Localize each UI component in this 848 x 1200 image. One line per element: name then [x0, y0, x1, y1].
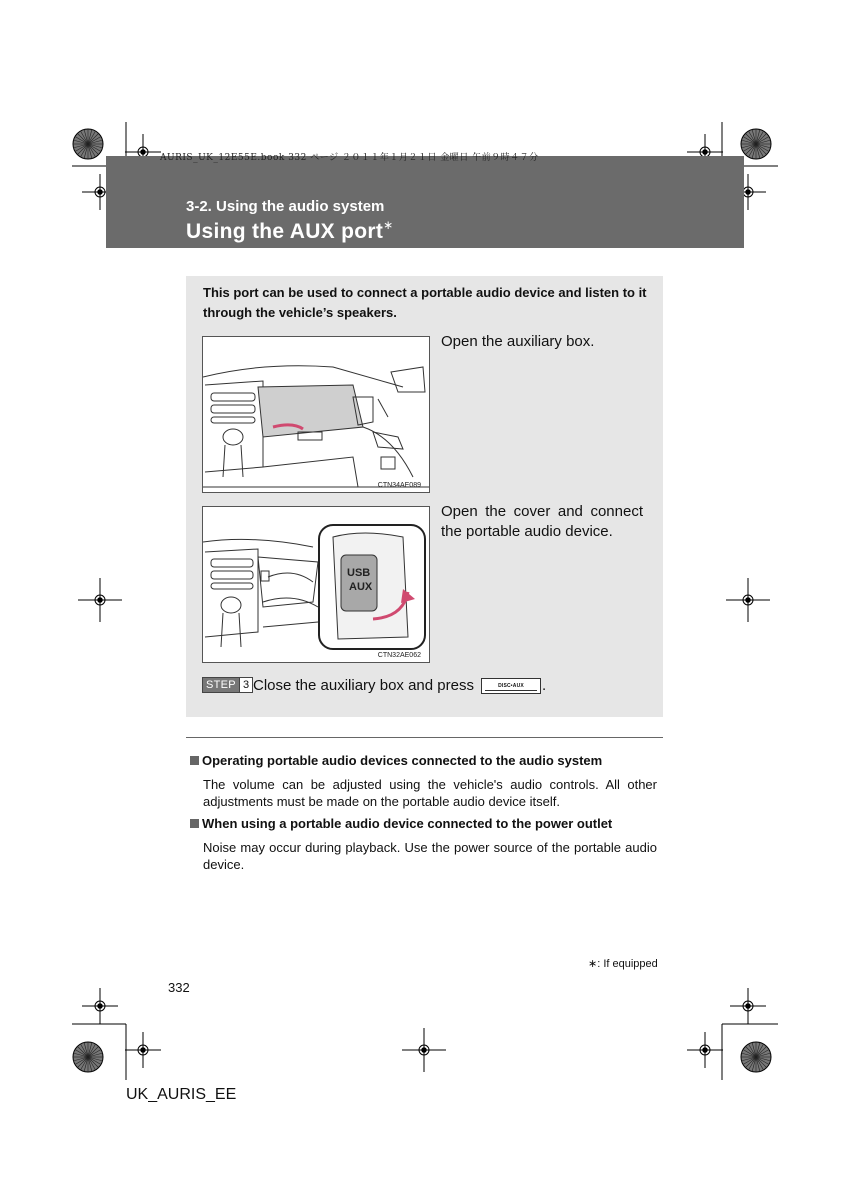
- step-1-text: Open the auxiliary box.: [441, 333, 595, 350]
- footnote: ∗: If equipped: [588, 958, 658, 970]
- note-heading-text: When using a portable audio device connected to the power outlet: [202, 816, 613, 831]
- aux-label: AUX: [349, 581, 373, 593]
- step-2-text: Open the cover and connect the portable audio device.: [441, 503, 643, 540]
- step-3-text: Close the auxiliary box and press: [253, 677, 474, 694]
- usb-label: USB: [347, 567, 371, 579]
- intro-text: This port can be used to connect a portable audio device and listen to it through the vehicle’s speakers.: [203, 285, 647, 320]
- aux-port-illustration: [203, 507, 429, 662]
- divider: [186, 737, 663, 738]
- bullet-square: [190, 819, 199, 828]
- note-2-heading: [190, 816, 612, 832]
- step-3-tag: [202, 677, 253, 693]
- note-2-body: Noise may occur during playback. Use the power source of the portable audio device.: [203, 840, 657, 872]
- step-3-suffix: .: [542, 677, 547, 694]
- page-title: [186, 218, 393, 244]
- step-number: 3: [239, 678, 252, 692]
- step-1-figure: [202, 336, 430, 493]
- page-number: 332: [168, 980, 190, 995]
- note-1-heading: [190, 753, 602, 769]
- figure-code: CTN34AE089: [377, 482, 421, 489]
- bullet-square: [190, 756, 199, 765]
- figure-code: CTN32AE062: [377, 652, 421, 659]
- step-label: STEP: [203, 678, 239, 692]
- section-label: 3-2. Using the audio system: [186, 198, 385, 215]
- dashboard-illustration: [203, 337, 429, 492]
- title-text: Using the AUX port: [186, 220, 384, 243]
- note-heading-text: Operating portable audio devices connected to the audio system: [202, 753, 603, 768]
- doc-code: UK_AURIS_EE: [126, 1086, 237, 1103]
- title-mark: ∗: [383, 218, 394, 232]
- disc-aux-button: DISC•AUX: [481, 678, 541, 694]
- step-2-figure: [202, 506, 430, 663]
- print-info: AURIS_UK_12E55E.book 332 ページ ２０１１年１月２１日 金曜日 午前９時４７分: [160, 153, 539, 163]
- note-1-body: The volume can be adjusted using the vehicle's audio controls. All other adjustments must be made on the portable audio device itself.: [203, 777, 657, 809]
